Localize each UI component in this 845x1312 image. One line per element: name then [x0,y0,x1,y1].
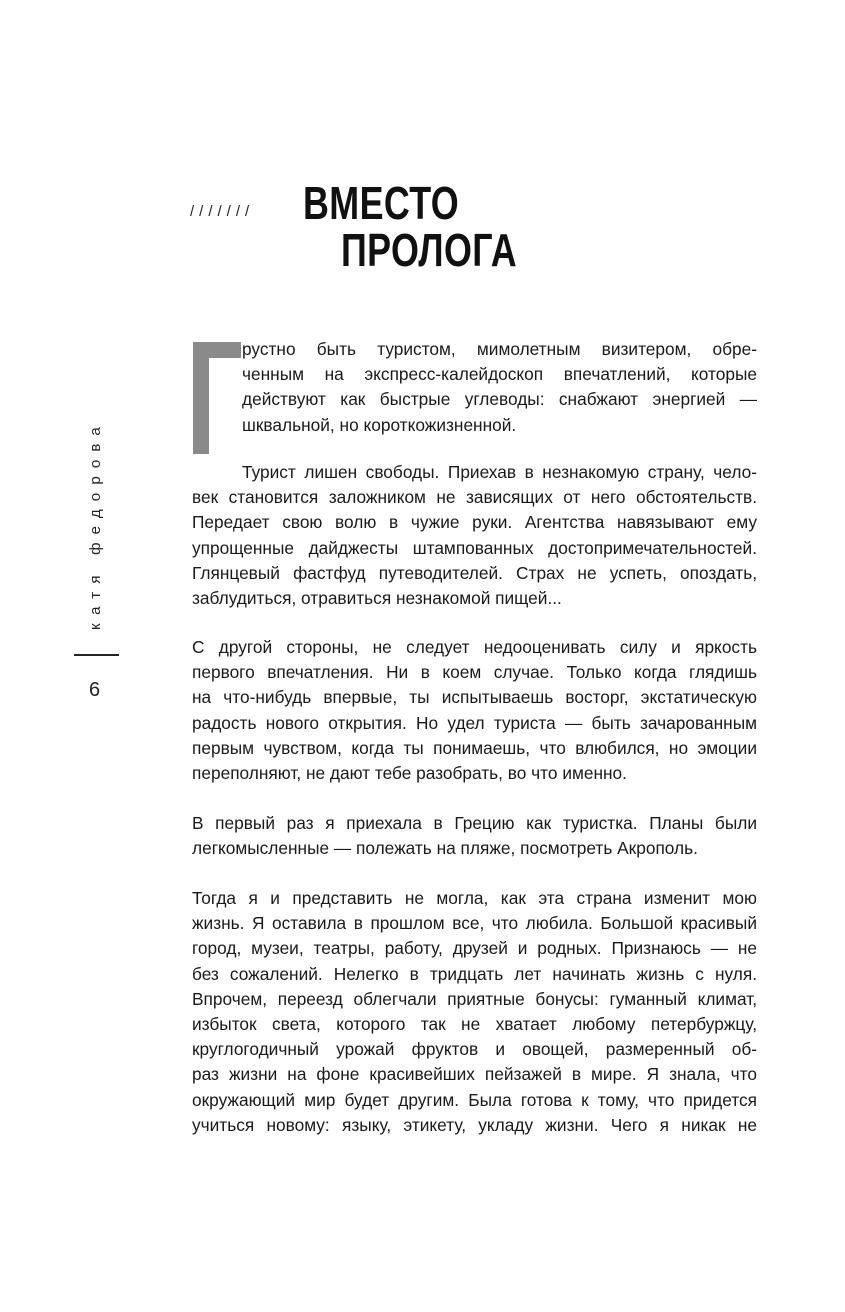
text-line: раз жизни на фоне красивейших пейзажей в мире. Я знала, что [192,1064,757,1085]
text-line: радость нового открытия. Но удел туриста — быть зачарованным [192,712,757,733]
text-line: избыток света, которого так не хватает любому петербуржцу, [192,1014,757,1035]
text-line: город, музеи, театры, работу, друзей и родных. Признаюсь — не [192,938,757,959]
paragraph-3 [192,635,757,786]
text-line: Турист лишен свободы. Приехав в незнакомую страну, чело- [242,462,757,482]
paragraph-2 [192,460,757,611]
text-line: на что-нибудь впервые, ты испытываешь восторг, экстатическую [192,687,757,708]
text-line: круглогодичный урожай фруктов и овощей, размеренный об- [192,1039,757,1060]
text-line: век становится заложником не зависящих от него обстоятельств. [192,487,757,508]
text-line: шквальной, но короткожизненной. [242,414,517,435]
text-line: Глянцевый фастфуд путеводителей. Страх не успеть, опоздать, [192,562,757,583]
text-line: Впрочем, переезд облегчали приятные бонусы: гуманный климат, [192,988,757,1009]
chapter-title-line-2: ПРОЛОГА [341,224,518,276]
page-number: 6 [89,679,101,701]
text-line: С другой стороны, не следует недооценивать силу и яркость [192,637,757,657]
text-line: Тогда я и представить не могла, как эта страна изменит мою [192,888,757,908]
text-line: легкомысленные — полежать на пляже, посмотреть Акрополь. [192,838,698,859]
dropcap-bar-vertical [193,342,209,454]
title-slashes: /////// [190,203,255,220]
paragraph-4 [192,811,757,861]
text-line: жизнь. Я оставила в прошлом все, что любила. Большой красивый [192,913,757,934]
running-head-author: катя федорова [87,419,104,630]
text-line: Передает свою волю в чужие руки. Агентства навязывают ему [192,512,757,533]
text-line: первым чувством, когда ты понимаешь, что влюбился, но эмоции [192,737,757,758]
text-line: рустно быть туристом, мимолетным визитером, обре- [242,339,757,359]
margin-rule [74,654,119,656]
text-line: переполняют, не дают тебе разобрать, во что именно. [192,763,627,784]
text-line: первого впечатления. Ни в коем случае. Только когда глядишь [192,662,757,683]
paragraph-5 [192,886,757,1138]
text-line: учиться новому: языку, этикету, укладу жизни. Чего я никак не [192,1114,757,1135]
text-line: действуют как быстрые углеводы: снабжают энергией — [242,389,757,410]
text-line: без сожалений. Нелегко в тридцать лет начинать жизнь с нуля. [192,963,757,984]
text-line: упрощенные дайджесты штампованных достопримечательностей. [192,537,757,558]
chapter-title-line-1: ВМЕСТО [303,177,460,229]
text-line: окружающий мир будет другим. Была готова к тому, что придется [192,1089,757,1110]
text-line: ченным на экспресс-калейдоскоп впечатлений, которые [242,364,757,385]
text-line: заблудиться, отравиться незнакомой пищей... [192,588,562,609]
paragraph-1 [242,337,757,438]
text-line: В первый раз я приехала в Грецию как туристка. Планы были [192,813,757,833]
